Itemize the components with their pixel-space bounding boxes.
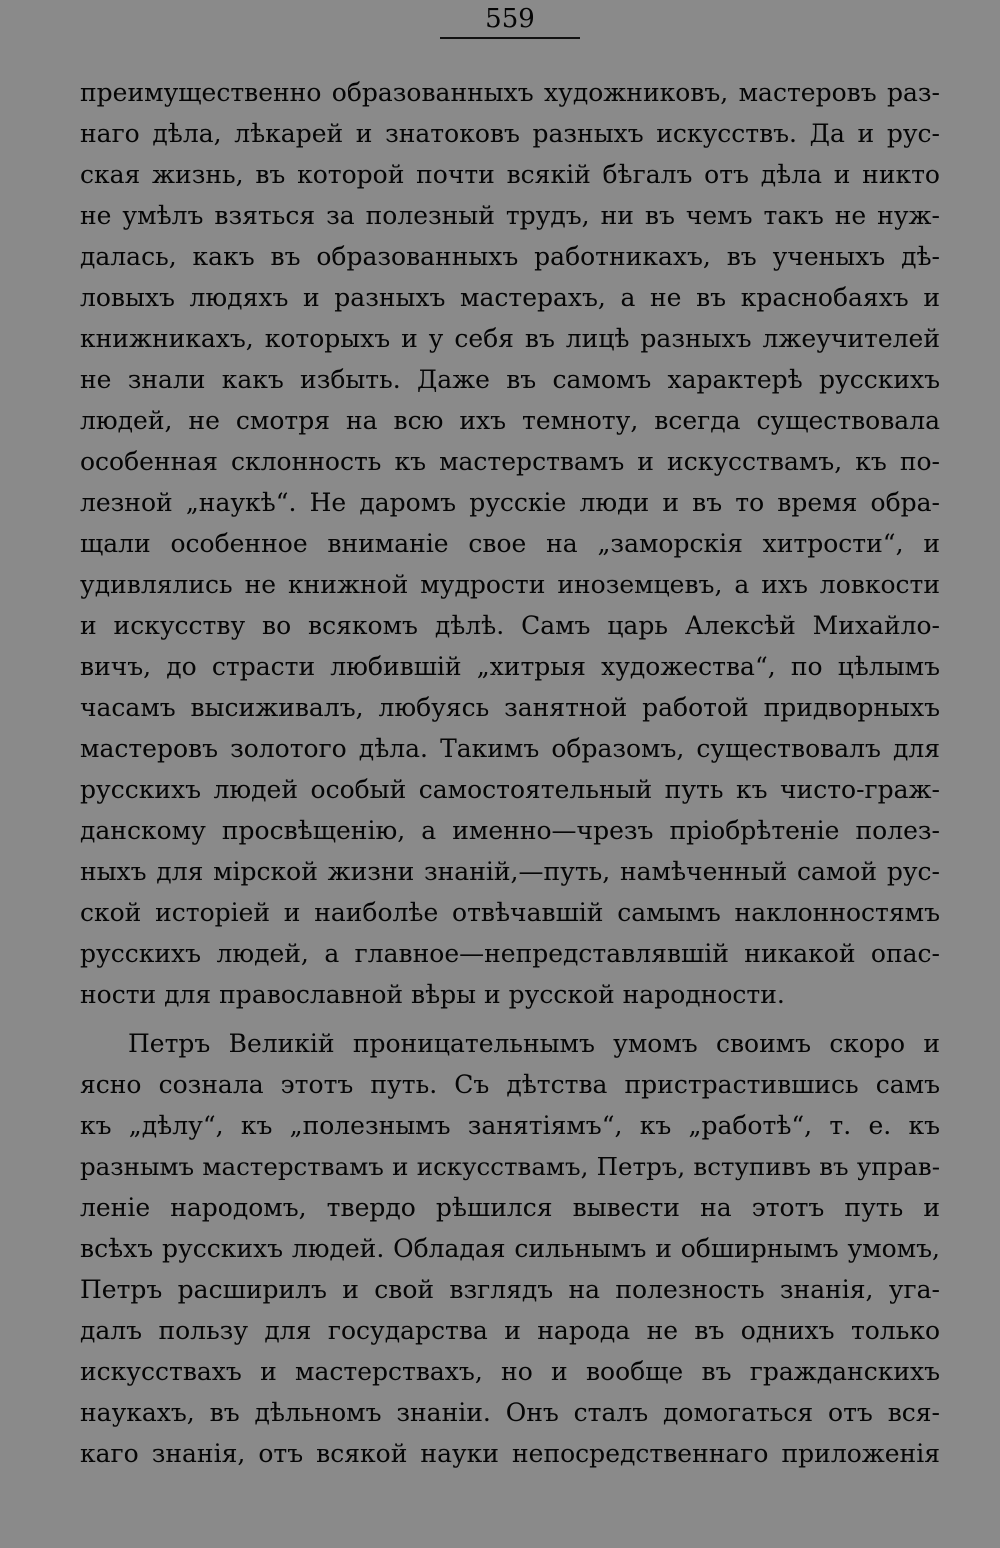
text-line: и искусству во всякомъ дѣлѣ. Самъ царь Алексѣй Михайло-	[80, 611, 940, 640]
text-line: Петръ расширилъ и свой взглядъ на полезность знанія, уга-	[80, 1275, 940, 1304]
paragraph-gap	[80, 1015, 940, 1023]
text-line: леніе народомъ, твердо рѣшился вывести на этотъ путь и	[80, 1193, 940, 1222]
text-line: русскихъ людей особый самостоятельный путь къ чисто-граж-	[80, 775, 940, 804]
text-line: всѣхъ русскихъ людей. Обладая сильнымъ и обширнымъ умомъ,	[80, 1234, 940, 1263]
text-line: ности для православной вѣры и русской народности.	[80, 980, 785, 1009]
text-line: щали особенное вниманіе свое на „заморскія хитрости“, и	[80, 529, 940, 558]
paragraph-1	[80, 72, 940, 1015]
text-line: къ „дѣлу“, къ „полезнымъ занятіямъ“, къ „работѣ“, т. е. къ	[80, 1111, 940, 1140]
text-line: особенная склонность къ мастерствамъ и искусствамъ, къ по-	[80, 447, 940, 476]
text-line: мастеровъ золотого дѣла. Такимъ образомъ, существовалъ для	[80, 734, 940, 763]
text-line: лезной „наукѣ“. Не даромъ русскіе люди и въ то время обра-	[80, 488, 940, 517]
text-line: наго дѣла, лѣкарей и знатоковъ разныхъ искусствъ. Да и рус-	[80, 119, 940, 148]
text-line: искусствахъ и мастерствахъ, но и вообще въ гражданскихъ	[80, 1357, 940, 1386]
text-line: русскихъ людей, а главное—непредставлявшій никакой опас-	[80, 939, 940, 968]
text-line: книжникахъ, которыхъ и у себя въ лицѣ разныхъ лжеучителей	[80, 324, 940, 353]
header-rule	[440, 37, 580, 39]
text-line: людей, не смотря на всю ихъ темноту, всегда существовала	[80, 406, 940, 435]
text-line: ясно сознала этотъ путь. Съ дѣтства пристрастившись самъ	[80, 1070, 940, 1099]
text-line: не умѣлъ взяться за полезный трудъ, ни въ чемъ такъ не нуж-	[80, 201, 940, 230]
page-number: 559	[485, 4, 535, 34]
text-line: ловыхъ людяхъ и разныхъ мастерахъ, а не въ краснобаяхъ и	[80, 283, 940, 312]
text-line: разнымъ мастерствамъ и искусствамъ, Петръ, вступивъ въ управ-	[80, 1152, 940, 1181]
text-line: ныхъ для мірской жизни знаній,—путь, намѣченный самой рус-	[80, 857, 940, 886]
text-line: вичъ, до страсти любившій „хитрыя художества“, по цѣлымъ	[80, 652, 940, 681]
text-line: ской исторіей и наиболѣе отвѣчавшій самымъ наклонностямъ	[80, 898, 940, 927]
text-line: не знали какъ избыть. Даже въ самомъ характерѣ русскихъ	[80, 365, 940, 394]
text-line: наукахъ, въ дѣльномъ знаніи. Онъ сталъ домогаться отъ вся-	[80, 1398, 940, 1427]
text-line: данскому просвѣщенію, а именно—чрезъ пріобрѣтеніе полез-	[80, 816, 940, 845]
paragraph-2	[80, 1023, 940, 1474]
body-text	[80, 72, 940, 1474]
text-line: часамъ высиживалъ, любуясь занятной работой придворныхъ	[80, 693, 940, 722]
text-line: каго знанія, отъ всякой науки непосредственнаго приложенія	[80, 1439, 940, 1468]
text-line: преимущественно образованныхъ художниковъ, мастеровъ раз-	[80, 78, 940, 107]
text-line: далась, какъ въ образованныхъ работникахъ, въ ученыхъ дѣ-	[80, 242, 940, 271]
text-line: удивлялись не книжной мудрости иноземцевъ, а ихъ ловкости	[80, 570, 940, 599]
text-line: Петръ Великій проницательнымъ умомъ своимъ скоро и	[128, 1029, 940, 1058]
text-line: ская жизнь, въ которой почти всякій бѣгалъ отъ дѣла и никто	[80, 160, 940, 189]
text-line: далъ пользу для государства и народа не въ однихъ только	[80, 1316, 940, 1345]
